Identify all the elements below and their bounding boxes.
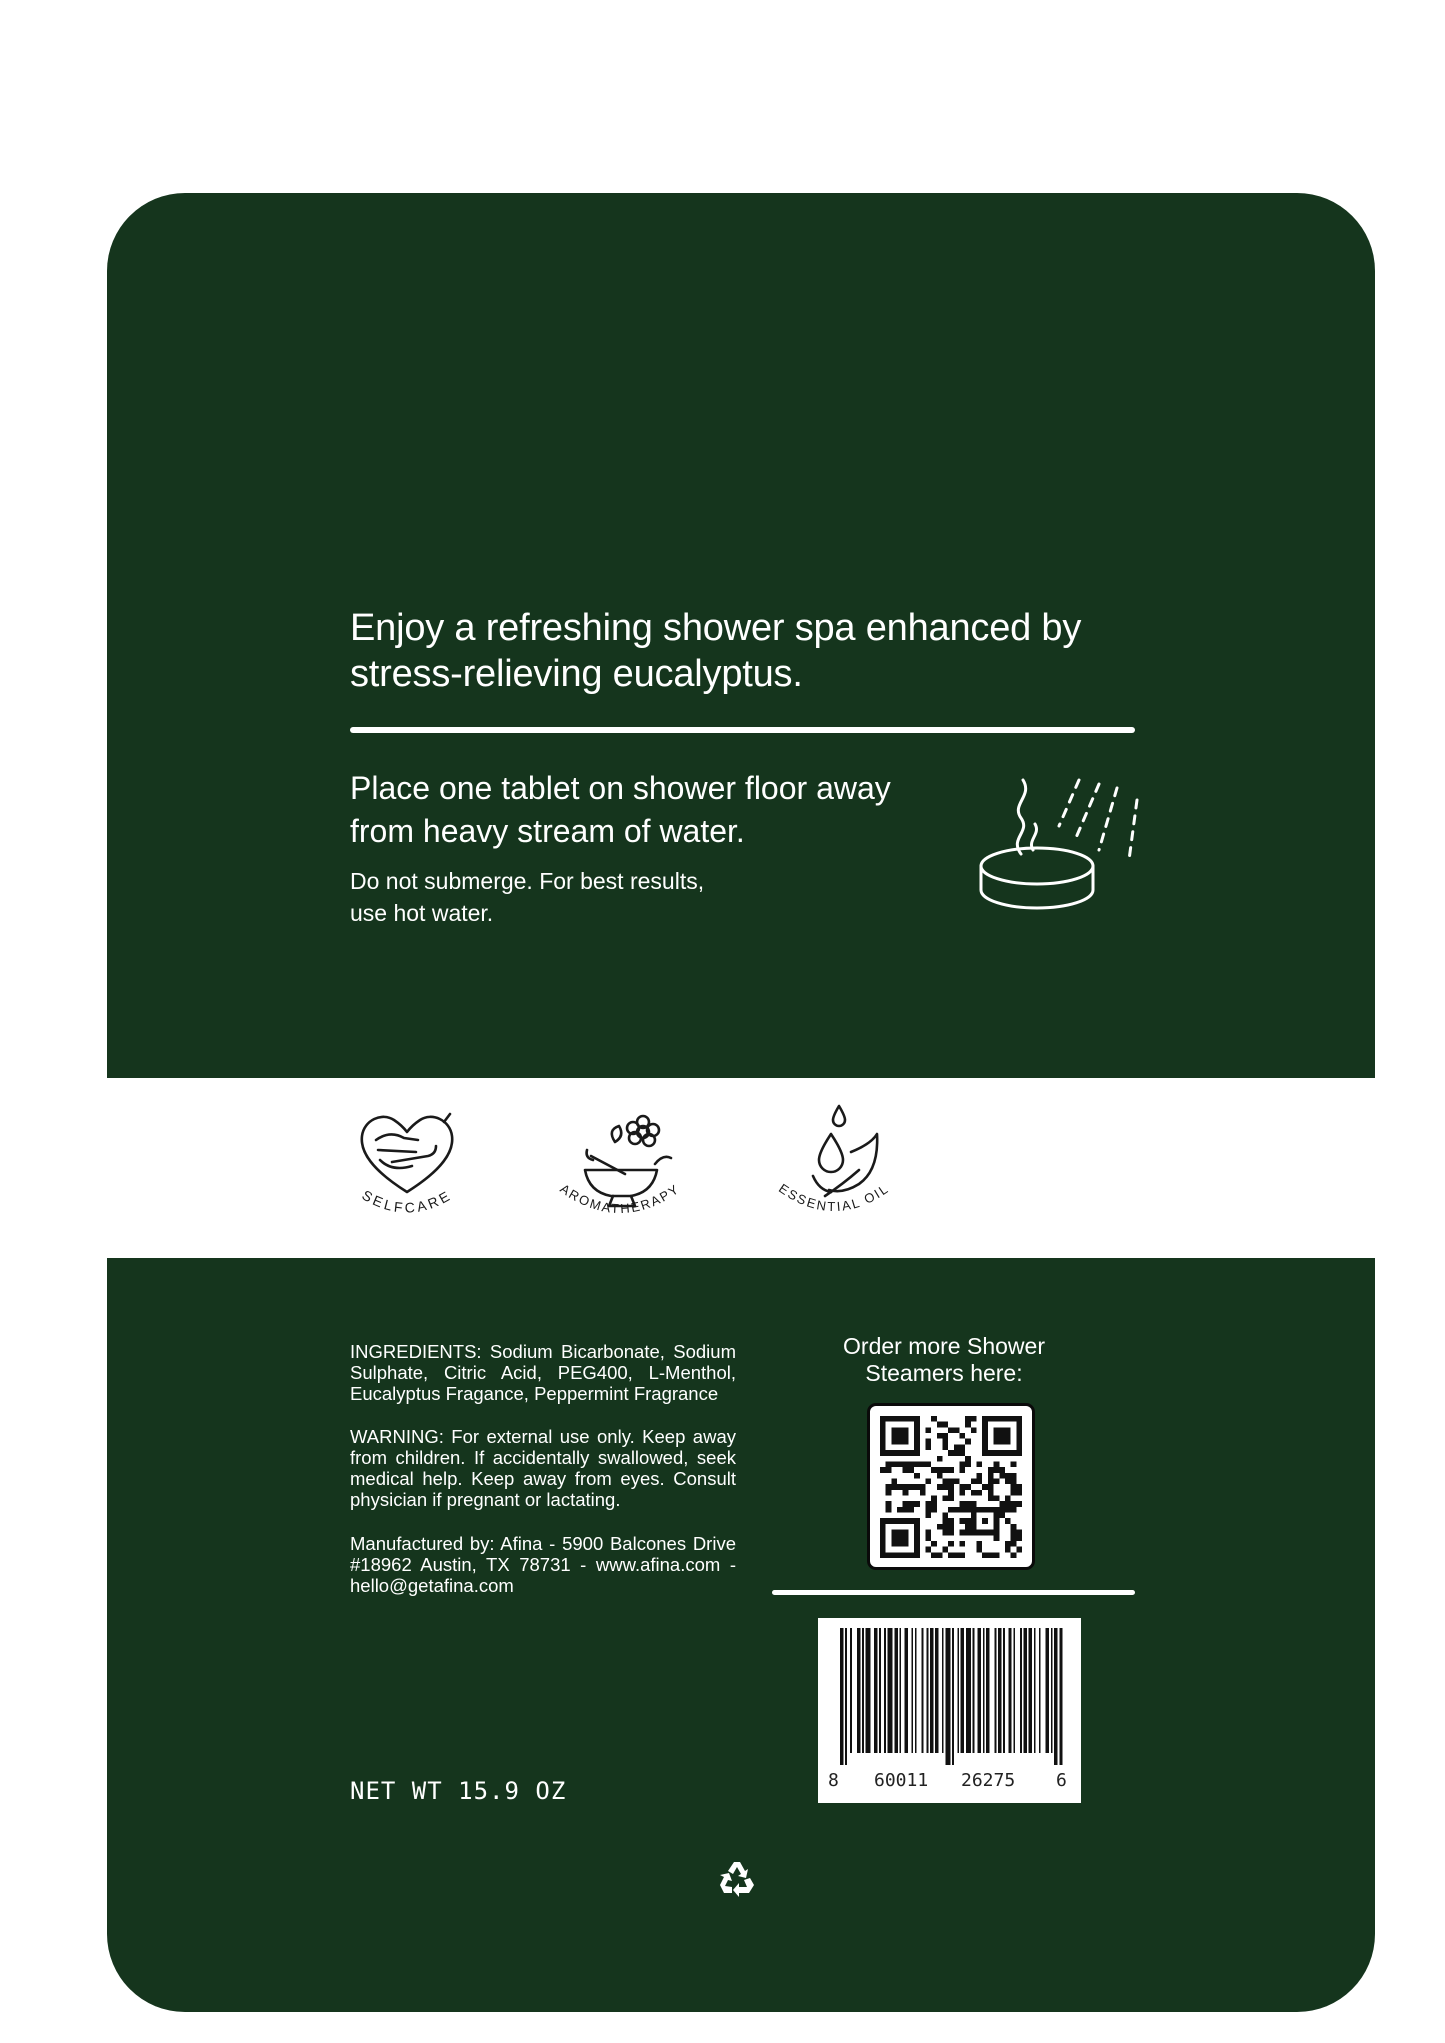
aromatherapy-label-arc [545,1100,695,1240]
usage-note: Do not submerge. For best results, use hot water. [350,868,705,926]
benefits-band [107,1078,1375,1258]
manufacturer-text: Manufactured by: Afina - 5900 Balcones Drive #18962 Austin, TX 78731 - www.afina.com - hello@getafina.com [350,1533,736,1596]
barcode-digit-first: 8 [828,1770,839,1791]
essential-oil-label-arc [759,1100,909,1240]
qr-code[interactable] [867,1403,1035,1570]
selfcare-label-arc [332,1100,482,1240]
svg-text:SELFCARE [359,1187,454,1216]
essential-oil-badge [759,1100,909,1240]
barcode-digits [818,1770,1081,1792]
badge-label: ESSENTIAL OIL [776,1180,892,1215]
ingredients-text: INGREDIENTS: Sodium Bicarbonate, Sodium Sulphate, Citric Acid, PEG400, L-Menthol, Eucalyptus Fragance, Peppermint Fragrance [350,1341,736,1404]
divider [772,1590,1135,1595]
package-back-panel [107,193,1375,2012]
divider [350,727,1135,733]
warning-text: WARNING: For external use only. Keep away from children. If accidentally swallowed, seek medical help. Keep away from eyes. Consult physician if pregnant or lactating. [350,1426,736,1510]
qr-code-pattern [880,1416,1022,1558]
usage-instructions: Place one tablet on shower floor away from heavy stream of water. [350,770,891,849]
barcode-bars [828,1628,1071,1765]
svg-text:ESSENTIAL OIL [776,1181,892,1215]
headline: Enjoy a refreshing shower spa enhanced by stress-relieving eucalyptus. [350,607,1082,695]
svg-text:AROMATHERAPY [557,1181,682,1216]
shower-tablet-steam-icon [979,750,1149,925]
aromatherapy-badge [545,1100,695,1240]
order-title: Order more Shower Steamers here: [843,1333,1045,1386]
barcode-digits-right: 26275 [961,1770,1016,1791]
net-weight: NET WT 15.9 OZ [350,1777,567,1805]
recycle-icon [717,1858,757,1898]
badge-label: AROMATHERAPY [557,1180,683,1217]
badge-label: SELFCARE [359,1186,455,1216]
selfcare-badge [332,1100,482,1240]
barcode [818,1618,1081,1803]
barcode-digit-last: 6 [1056,1770,1067,1791]
barcode-digits-left: 60011 [874,1770,929,1791]
